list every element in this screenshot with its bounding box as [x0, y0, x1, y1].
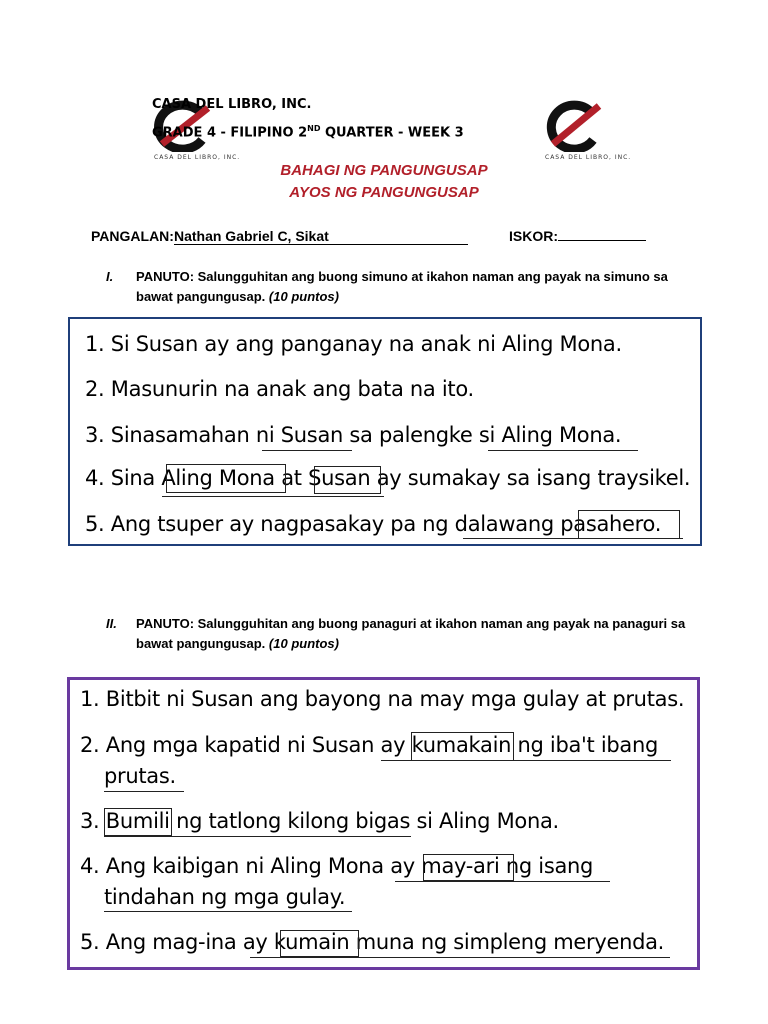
answer-underline [104, 911, 352, 912]
answer-box [280, 930, 359, 957]
answer-underline [250, 957, 670, 958]
name-label: PANGALAN: [91, 228, 174, 244]
answer-box [411, 732, 514, 761]
answer-box [314, 466, 381, 494]
part1-instruction [106, 267, 696, 307]
answer-box [578, 510, 680, 539]
answer-box [423, 854, 514, 881]
score-label: ISKOR: [509, 228, 558, 244]
grade-line-sup: ND [307, 124, 321, 133]
part2-sentence-3: 3. Bumili ng tatlong kilong bigas si Aling Mona. [80, 809, 559, 833]
part2-sentence-2: 2. Ang mga kapatid ni Susan ay kumakain ng iba't ibang [80, 733, 659, 757]
part2-sentence-4: 4. Ang kaibigan ni Aling Mona ay may-ari ng isang [80, 854, 594, 878]
part2-sentence-4-cont: tindahan ng mga gulay. [104, 885, 346, 909]
score-field [509, 228, 646, 244]
answer-box [104, 808, 172, 836]
score-blank [558, 240, 646, 241]
answer-box [166, 464, 286, 493]
part2-sentence-5: 5. Ang mag-ina ay kumain muna ng simpleng meryenda. [80, 930, 665, 954]
part2-sentence-1: 1. Bitbit ni Susan ang bayong na may mga gulay at prutas. [80, 687, 685, 711]
company-name: CASA DEL LIBRO, INC. [152, 97, 312, 112]
logo-caption: CASA DEL LIBRO, INC. [154, 154, 241, 161]
part1-sentence-5: 5. Ang tsuper ay nagpasakay pa ng dalawang pasahero. [85, 512, 662, 536]
part1-number: I. [106, 269, 114, 284]
part1-sentence-3: 3. Sinasamahan ni Susan sa palengke si Aling Mona. [85, 423, 622, 447]
part2-points: (10 puntos) [268, 636, 339, 651]
answer-underline [381, 760, 671, 761]
answer-underline [104, 836, 411, 837]
answer-underline [104, 791, 184, 792]
name-field [91, 228, 468, 245]
answer-underline [488, 450, 638, 451]
part1-sentence-2: 2. Masunurin na anak ang bata na ito. [85, 377, 474, 401]
part2-sentence-2-cont: prutas. [104, 764, 176, 788]
part2-instruction-text: PANUTO: Salungguhitan ang buong panaguri at ikahon naman ang payak na panaguri sa bawat pangungusap. [136, 616, 686, 651]
answer-underline [463, 538, 683, 539]
part2-instruction [106, 614, 696, 654]
grade-line-main: GRADE 4 - FILIPINO 2 [152, 125, 308, 141]
name-value: Nathan Gabriel C, Sikat [174, 228, 468, 245]
answer-underline [162, 496, 384, 497]
part1-sentence-4: 4. Sina Aling Mona at Susan ay sumakay sa isang traysikel. [85, 466, 691, 490]
part2-number: II. [106, 616, 117, 631]
part1-points: (10 puntos) [268, 289, 339, 304]
casa-del-libro-logo-icon [543, 100, 613, 152]
part1-sentence-1: 1. Si Susan ay ang panganay na anak ni Aling Mona. [85, 332, 622, 356]
part1-instruction-text: PANUTO: Salungguhitan ang buong simuno at ikahon naman ang payak na simuno sa bawat pangungusap. [136, 269, 668, 304]
title-bahagi: BAHAGI NG PANGUNGUSAP [280, 162, 488, 179]
company-logo-right [543, 100, 632, 162]
answer-underline [395, 881, 610, 882]
grade-line [152, 124, 464, 140]
title-ayos: AYOS NG PANGUNGUSAP [289, 184, 479, 201]
answer-underline [262, 450, 352, 451]
logo-caption: CASA DEL LIBRO, INC. [545, 154, 632, 161]
grade-line-rest: QUARTER - WEEK 3 [320, 125, 464, 141]
